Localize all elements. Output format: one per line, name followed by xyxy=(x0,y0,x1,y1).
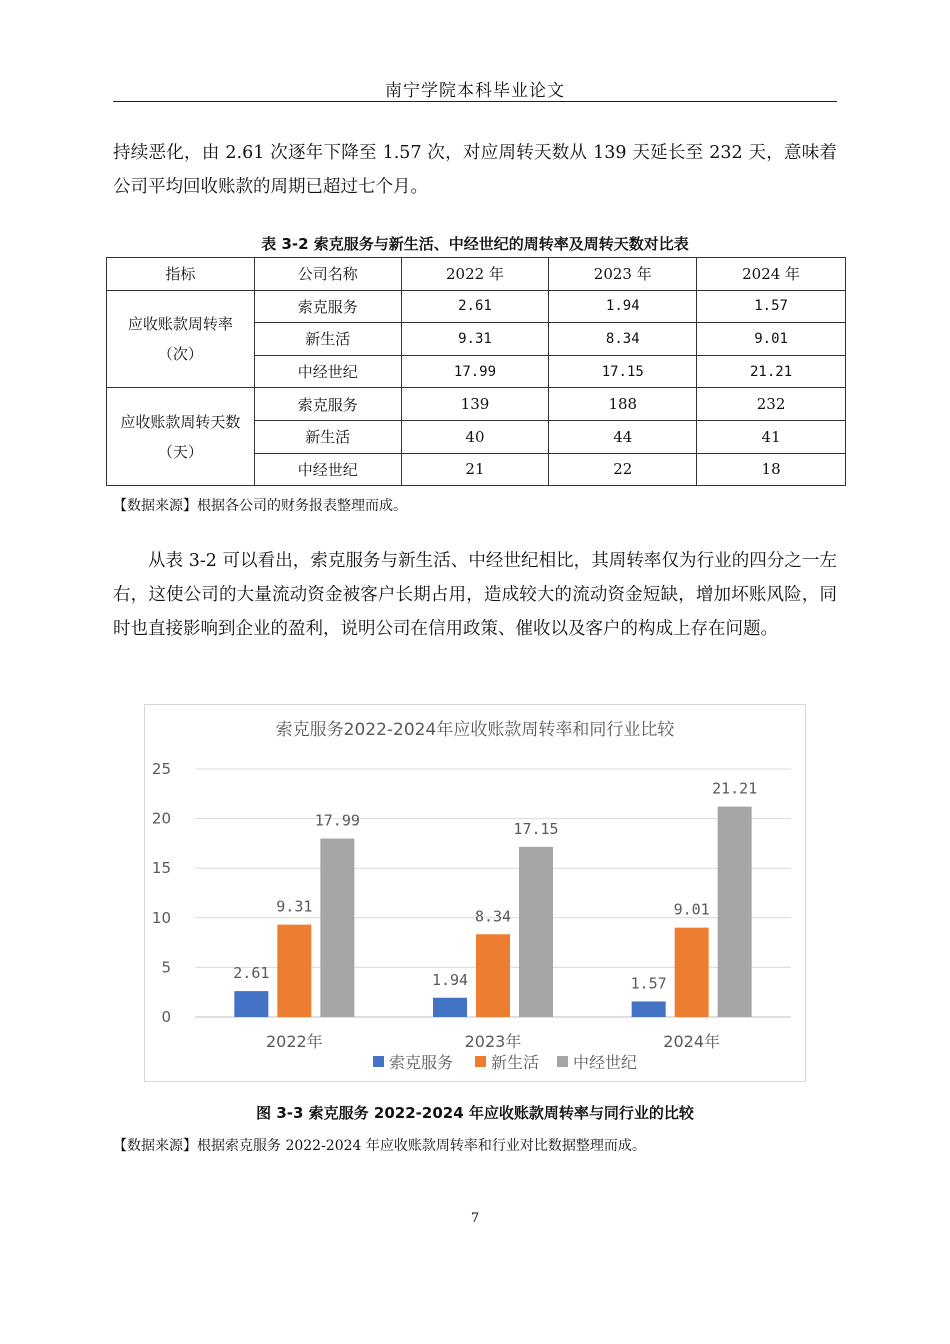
y-tick-label: 0 xyxy=(161,1008,171,1026)
chart-title: 索克服务2022-2024年应收账款周转率和同行业比较 xyxy=(275,720,675,740)
value-cell: 44 xyxy=(549,420,697,453)
paragraph-2: 从表 3-2 可以看出，索克服务与新生活、中经世纪相比，其周转率仅为行业的四分之一左右，这使公司的大量流动资金被客户长期占用，造成较大的流动资金短缺，增加坏账风险，同时也直接影响到企业的盈利，说明公司在信用政策、催收以及客户的构成上存在问题。 xyxy=(113,551,837,639)
company-cell: 中经世纪 xyxy=(254,355,401,388)
x-tick-label: 2022年 xyxy=(265,1032,323,1051)
bar xyxy=(320,839,354,1017)
value-cell: 9.01 xyxy=(697,323,846,356)
bar xyxy=(632,1001,666,1017)
table-header-row xyxy=(107,258,846,291)
figure-caption: 图 3-3 索克服务 2022-2024 年应收账款周转率与同行业的比较 xyxy=(256,1104,694,1122)
metric-label: 应收账款周转天数（天） xyxy=(107,388,255,486)
y-tick-label: 10 xyxy=(151,908,171,927)
y-tick-label: 15 xyxy=(151,859,171,878)
company-cell: 新生活 xyxy=(254,420,401,453)
value-cell: 9.31 xyxy=(401,323,549,356)
company-cell: 索克服务 xyxy=(254,290,401,323)
value-cell: 232 xyxy=(697,388,846,421)
bar xyxy=(476,934,510,1017)
bar xyxy=(718,807,752,1017)
table-header: 公司名称 xyxy=(254,258,401,291)
value-cell: 17.15 xyxy=(549,355,697,388)
data-label: 17.99 xyxy=(314,811,360,830)
value-cell: 2.61 xyxy=(401,290,549,323)
value-cell: 21.21 xyxy=(697,355,846,388)
bar-chart xyxy=(145,705,805,1081)
value-cell: 18 xyxy=(697,453,846,486)
table-row xyxy=(107,290,846,323)
page-number: 7 xyxy=(470,1211,480,1226)
company-cell: 索克服务 xyxy=(254,388,401,421)
bar xyxy=(433,998,467,1017)
table-header: 2022 年 xyxy=(401,258,549,291)
table-source-note: 【数据来源】根据各公司的财务报表整理而成。 xyxy=(113,498,407,514)
value-cell: 40 xyxy=(401,420,549,453)
bar xyxy=(277,925,311,1017)
comparison-table xyxy=(106,257,846,486)
table-caption: 表 3-2 索克服务与新生活、中经世纪的周转率及周转天数对比表 xyxy=(261,235,689,253)
legend-swatch xyxy=(475,1056,486,1067)
data-label: 17.15 xyxy=(513,819,559,838)
company-cell: 中经世纪 xyxy=(254,453,401,486)
header-rule xyxy=(113,101,837,102)
table-header: 指标 xyxy=(107,258,255,291)
table-header: 2024 年 xyxy=(697,258,846,291)
data-label: 9.01 xyxy=(673,900,710,919)
value-cell: 22 xyxy=(549,453,697,486)
bar-chart-frame xyxy=(144,704,806,1082)
x-tick-label: 2024年 xyxy=(663,1032,721,1051)
value-cell: 8.34 xyxy=(549,323,697,356)
bar xyxy=(234,991,268,1017)
value-cell: 41 xyxy=(697,420,846,453)
y-tick-label: 5 xyxy=(161,958,171,977)
y-tick-label: 20 xyxy=(151,809,171,828)
table-header: 2023 年 xyxy=(549,258,697,291)
running-header: 南宁学院本科毕业论文 xyxy=(385,81,565,101)
value-cell: 188 xyxy=(549,388,697,421)
legend-label: 索克服务 xyxy=(389,1053,454,1072)
value-cell: 1.57 xyxy=(697,290,846,323)
value-cell: 1.94 xyxy=(549,290,697,323)
legend-label: 中经世纪 xyxy=(573,1053,638,1072)
metric-label: 应收账款周转率（次） xyxy=(107,290,255,388)
data-label: 1.57 xyxy=(630,974,667,993)
y-tick-label: 25 xyxy=(151,760,171,778)
figure-source-note: 【数据来源】根据索克服务 2022-2024 年应收账款周转率和行业对比数据整理而成。 xyxy=(113,1138,646,1154)
value-cell: 139 xyxy=(401,388,549,421)
data-label: 2.61 xyxy=(233,964,270,983)
data-label: 8.34 xyxy=(474,907,512,926)
legend-swatch xyxy=(373,1056,384,1067)
x-tick-label: 2023年 xyxy=(464,1032,522,1051)
legend-swatch xyxy=(557,1056,568,1067)
data-label: 1.94 xyxy=(431,970,469,989)
value-cell: 21 xyxy=(401,453,549,486)
bar xyxy=(519,847,553,1017)
data-label: 21.21 xyxy=(712,779,758,798)
paragraph-1: 持续恶化，由 2.61 次逐年下降至 1.57 次，对应周转天数从 139 天延长至 232 天，意味着公司平均回收账款的周期已超过七个月。 xyxy=(113,143,837,197)
bar xyxy=(675,928,709,1017)
legend-label: 新生活 xyxy=(491,1053,540,1072)
value-cell: 17.99 xyxy=(401,355,549,388)
data-label: 9.31 xyxy=(276,897,313,916)
company-cell: 新生活 xyxy=(254,323,401,356)
table-row xyxy=(107,388,846,421)
